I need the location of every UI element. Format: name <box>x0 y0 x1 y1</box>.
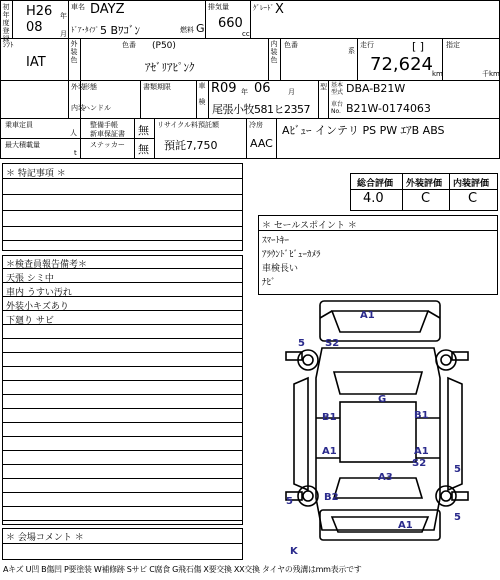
aircon-label: 冷房 <box>249 121 263 129</box>
ruled-line <box>3 422 242 423</box>
damage-mark: A1 <box>360 310 375 321</box>
inspector-note-item: 車内 うすい汚れ <box>6 288 72 298</box>
fuel-label: 燃料 <box>180 26 194 34</box>
ruled-line <box>3 352 242 353</box>
max-load-label: 最大積載量 <box>5 141 40 149</box>
tire-tread-mark: 5 <box>298 338 305 349</box>
door-type-label: ﾄﾞｱ･ﾀｲﾌﾟ <box>71 26 99 34</box>
car-name: DAYZ <box>90 2 125 17</box>
damage-map <box>258 298 498 560</box>
ruled-line <box>3 492 242 493</box>
venue-comment-title: ＊ 会場コメント ＊ <box>6 533 84 543</box>
ruled-line <box>3 506 242 507</box>
spec-unit: 千km <box>482 70 500 78</box>
color-name: ｱｾﾞﾘｱﾋﾟﾝｸ <box>145 61 195 74</box>
registration-month: 08 <box>26 20 43 35</box>
sales-point-item: 車検長い <box>262 264 299 274</box>
equipment-list: Aﾋﾞｭｰ インテリ PS PW ｴｱB ABS <box>282 124 445 137</box>
exterior-color-label: 外 装 色 <box>70 40 78 64</box>
recycle-label: リサイクル料預託額 <box>157 121 220 129</box>
ruled-line <box>3 366 242 367</box>
type-label: 型 <box>320 83 327 91</box>
sticker-value: 無 <box>138 143 149 156</box>
tire-tread-mark: 5 <box>454 512 461 523</box>
shift: IAT <box>26 55 46 70</box>
chassis-number: B21W-0174063 <box>346 102 431 115</box>
damage-mark: K <box>290 546 298 557</box>
warranty-label: 新車保証書 <box>90 130 125 138</box>
mileage: 72,624 <box>370 54 433 75</box>
ruled-line <box>3 394 242 395</box>
int-label: 内装 <box>71 104 85 112</box>
color-no-label: 色番 <box>122 41 136 49</box>
spec-label: 指定 <box>446 41 460 49</box>
sales-points-title: ＊ セールスポイント ＊ <box>262 221 357 231</box>
tire-tread-mark: 5 <box>454 464 461 475</box>
damage-mark: A1 <box>322 446 337 457</box>
int-color-no-label: 色番 <box>284 41 298 49</box>
model-code: DBA-B21W <box>346 82 406 95</box>
damage-mark: S2 <box>325 338 340 349</box>
sales-point-item: ｱﾗｳﾝﾄﾞﾋﾞｭｰｶﾒﾗ <box>262 250 321 260</box>
inspection-month: 06 <box>254 81 271 96</box>
handle-label: ハンドル <box>83 104 111 112</box>
damage-mark: B1 <box>414 410 429 421</box>
inspection-year: R09 <box>211 81 237 96</box>
sales-point-item: ﾅﾋﾞ <box>262 278 276 288</box>
basic-type-label: 基本 型式 <box>331 82 344 96</box>
door-type: 5 Bﾜｺﾞﾝ <box>100 24 141 37</box>
interior-score-label: 内装評価 <box>453 179 490 189</box>
ruled-line <box>3 436 242 437</box>
interior-color-label: 内 装 色 <box>270 40 278 64</box>
ruled-line <box>3 380 242 381</box>
ruled-line <box>3 464 242 465</box>
exterior-score-label: 外装評価 <box>406 179 443 189</box>
damage-mark: S2 <box>412 458 427 469</box>
ext-label: 外装 <box>71 83 85 91</box>
inspector-note-item: 外装小キズあり <box>6 302 69 312</box>
inspection-label: 車 検 <box>198 82 206 106</box>
license-plate: 尾張小牧581ヒ2357 <box>212 103 310 116</box>
special-notes-box <box>2 163 243 251</box>
inspector-notes-box <box>2 255 243 525</box>
mileage-unit: km <box>432 70 443 78</box>
aircon-value: AAC <box>250 137 273 150</box>
inspector-note-item: 天張 シミ中 <box>6 274 54 284</box>
total-score-label: 総合評価 <box>357 179 394 189</box>
ruled-line <box>3 408 242 409</box>
interior-score: C <box>468 191 478 206</box>
sales-points-box <box>258 215 498 295</box>
displacement: 660 <box>218 16 243 31</box>
sales-point-item: ｽﾏｰﾄｷｰ <box>262 236 290 246</box>
ruled-line <box>3 338 242 339</box>
capacity-unit: 人 <box>70 129 77 137</box>
special-notes-title: ＊ 特記事項 ＊ <box>6 169 66 179</box>
venue-comment-box <box>2 528 243 560</box>
damage-mark: A1 <box>398 520 413 531</box>
recycle-value: 預託7,750 <box>164 139 218 152</box>
model-label: 形態 <box>83 83 97 91</box>
damage-mark: A1 <box>414 446 429 457</box>
doc-expiry-label: 書類期限 <box>143 83 171 91</box>
total-score: 4.0 <box>363 191 384 206</box>
car-name-label: 車名 <box>71 3 85 11</box>
car-diagram <box>258 298 498 560</box>
chassis-label: 車台 No. <box>331 101 344 115</box>
score-table <box>350 173 498 211</box>
mileage-bracket: [ ] <box>412 40 425 53</box>
damage-mark: A3 <box>378 472 393 483</box>
damage-mark: G <box>378 394 387 405</box>
damage-code-legend: Aキズ U凹 B傷凹 P要塗装 W補修跡 Sサビ C腐食 G飛石傷 X要交換 XX交換 タイヤの残溝はmm表示です <box>3 565 362 574</box>
tire-tread-mark: 5 <box>286 496 293 507</box>
mileage-label: 走行 <box>360 41 374 49</box>
ruled-line <box>3 520 242 521</box>
damage-mark: B2 <box>324 492 339 503</box>
shift-label: ｼﾌﾄ <box>3 41 14 49</box>
ruled-line <box>3 450 242 451</box>
inspector-note-item: 下廻り サビ <box>6 316 54 326</box>
fuel: G <box>196 22 205 35</box>
inspection-year-unit: 年 <box>241 88 248 96</box>
max-load-unit: t <box>74 149 77 157</box>
service-record-label: 整備手帳 <box>90 121 118 129</box>
exterior-score: C <box>421 191 431 206</box>
color-code: (P50) <box>152 41 176 51</box>
grade: X <box>275 2 284 17</box>
ruled-line <box>3 478 242 479</box>
inspection-month-unit: 月 <box>288 88 295 96</box>
registration-label: 初年 度登 録 <box>2 3 10 43</box>
year-unit-label: 年 <box>60 12 67 20</box>
month-unit-label: 月 <box>60 30 67 38</box>
displacement-unit: cc <box>242 30 250 38</box>
capacity-label: 乗車定員 <box>5 121 33 129</box>
sticker-label: ステッカー <box>90 141 125 149</box>
displacement-label: 排気量 <box>208 3 229 11</box>
registration-year: H26 <box>26 4 53 19</box>
damage-mark: B1 <box>322 412 337 423</box>
grade-label: ｸﾞﾚｰﾄﾞ <box>253 4 274 12</box>
service-record-value: 無 <box>138 124 149 137</box>
int-series-label: 系 <box>348 47 355 55</box>
inspector-notes-title: ＊検査員報告備考＊ <box>6 260 88 270</box>
